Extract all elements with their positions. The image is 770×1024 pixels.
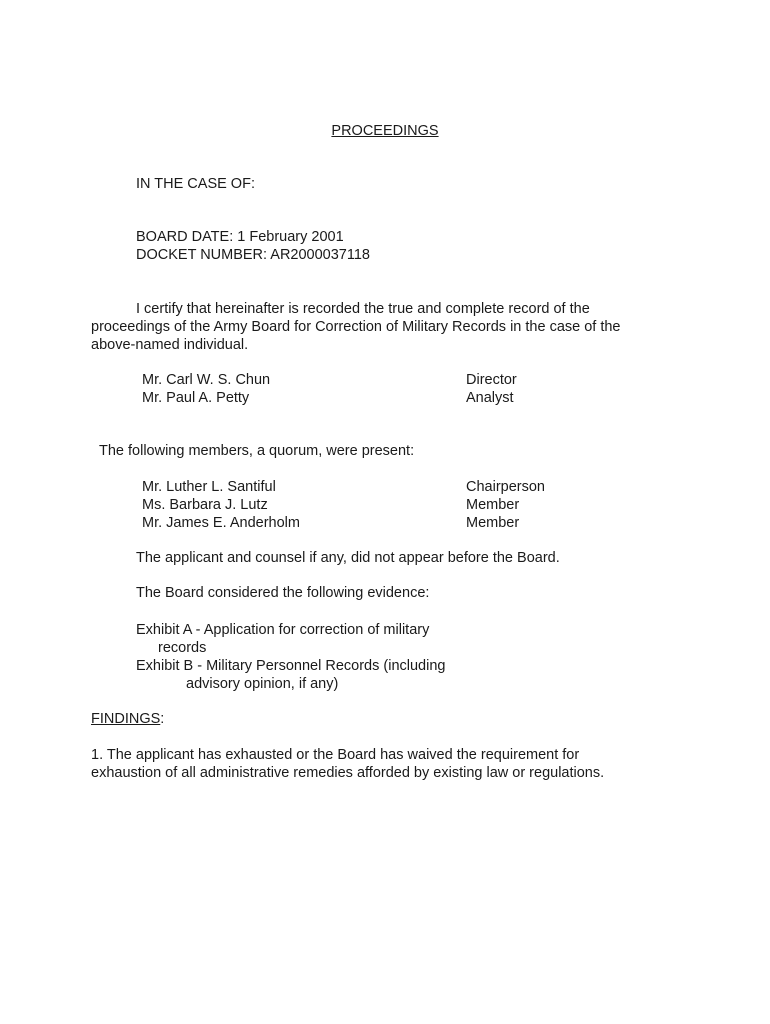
board-date: BOARD DATE: 1 February 2001 xyxy=(136,229,344,245)
findings-heading xyxy=(91,710,164,728)
members-roster xyxy=(142,478,602,532)
exhibit-list xyxy=(136,621,445,693)
staff-row xyxy=(142,371,602,389)
finding-item-1: 1. The applicant has exhausted or the Board has waived the requirement for exhaustion of all administrative remedies afforded by existing law or regulations. xyxy=(91,747,605,781)
exhibit-a-continued: records xyxy=(158,640,207,656)
exhibit-b-continued: advisory opinion, if any) xyxy=(186,676,339,692)
member-row xyxy=(142,478,602,496)
staff-role: Director xyxy=(466,372,517,388)
findings-heading-colon: : xyxy=(160,711,165,727)
appearance-statement: The applicant and counsel if any, did not appear before the Board. xyxy=(136,550,560,566)
exhibit-a: Exhibit A - Application for correction of military xyxy=(136,622,430,638)
member-row xyxy=(142,514,602,532)
staff-name: Mr. Carl W. S. Chun xyxy=(142,372,271,388)
member-role: Chairperson xyxy=(466,479,545,495)
staff-role: Analyst xyxy=(466,390,514,406)
member-role: Member xyxy=(466,497,520,513)
findings-heading-text: FINDINGS xyxy=(91,711,161,727)
member-name: Mr. James E. Anderholm xyxy=(142,515,300,531)
evidence-intro: The Board considered the following evidence: xyxy=(136,585,430,601)
exhibit-b: Exhibit B - Military Personnel Records (including xyxy=(136,658,446,674)
case-of-label: IN THE CASE OF: xyxy=(136,176,255,192)
member-name: Mr. Luther L. Santiful xyxy=(142,479,276,495)
member-row xyxy=(142,496,602,514)
document-title: PROCEEDINGS xyxy=(331,123,439,139)
certification-paragraph: I certify that hereinafter is recorded the true and complete record of the proceedings of the Army Board for Correction of Military Records in the case of the above-named individual. xyxy=(91,301,621,353)
member-name: Ms. Barbara J. Lutz xyxy=(142,497,268,513)
quorum-statement: The following members, a quorum, were present: xyxy=(99,443,415,459)
member-role: Member xyxy=(466,515,520,531)
staff-row xyxy=(142,389,602,407)
staff-name: Mr. Paul A. Petty xyxy=(142,390,250,406)
docket-number: DOCKET NUMBER: AR2000037118 xyxy=(136,247,370,263)
staff-roster xyxy=(142,371,602,407)
